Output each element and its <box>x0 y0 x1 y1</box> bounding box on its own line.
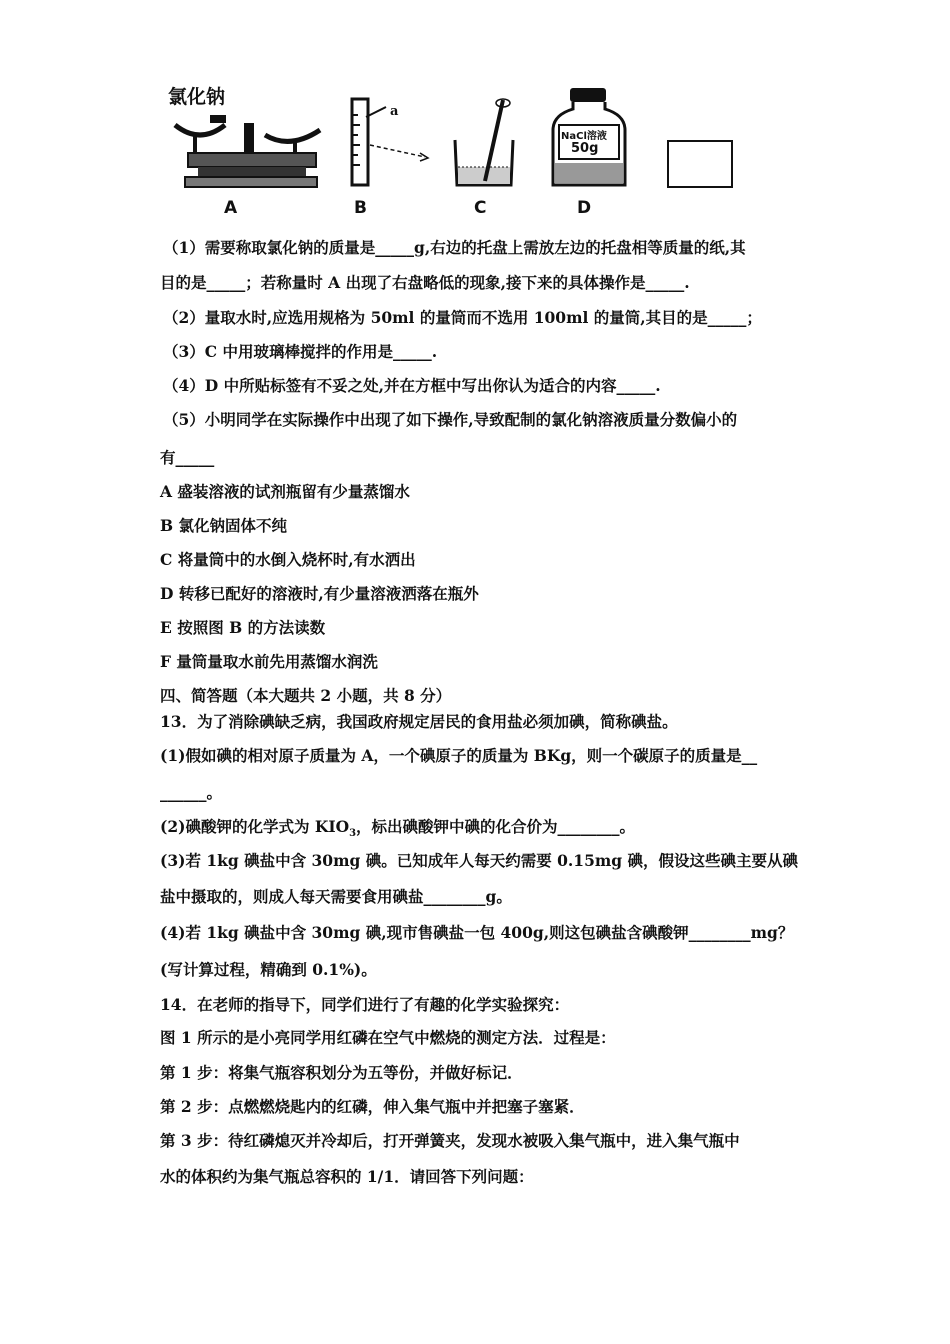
label-d: D <box>577 198 592 218</box>
beaker-illustration <box>445 95 525 190</box>
q5-line1: （5）小明同学在实际操作中出现了如下操作,导致配制的氯化钠溶液质量分数偏小的 <box>163 410 738 429</box>
answer-box <box>667 140 733 188</box>
cylinder-mark-a: a <box>390 104 399 119</box>
figure-title: 氯化钠 <box>168 86 226 108</box>
q14-step1: 第 1 步：将集气瓶容积划分为五等份，并做好标记． <box>160 1063 523 1082</box>
q4-line: （4）D 中所贴标签有不妥之处,并在方框中写出你认为适合的内容_____. <box>163 376 661 395</box>
q13-part2-b: ，标出碘酸钾中碘的化合价为________。 <box>356 817 636 836</box>
q1-line2: 目的是_____；若称量时 A 出现了右盘略低的现象,接下来的具体操作是_____. <box>160 273 690 292</box>
q13-part1-line1: (1)假如碘的相对原子质量为 A，一个碘原子的质量为 BKg，则一个碳原子的质量是__ <box>160 746 758 765</box>
option-c: C 将量筒中的水倒入烧杯时,有水洒出 <box>160 550 416 569</box>
label-c: C <box>474 198 487 218</box>
q3-line: （3）C 中用玻璃棒搅拌的作用是_____. <box>163 342 438 361</box>
q14-fig1: 图 1 所示的是小亮同学用红磷在空气中燃烧的测定方法．过程是： <box>160 1028 616 1047</box>
option-a: A 盛装溶液的试剂瓶留有少量蒸馏水 <box>160 482 410 501</box>
q2-line: （2）量取水时,应选用规格为 50ml 的量筒而不选用 100ml 的量筒,其目的是_____； <box>163 308 762 327</box>
q14-step2: 第 2 步：点燃燃烧匙内的红磷，伸入集气瓶中并把塞子塞紧． <box>160 1097 585 1116</box>
q13-part3-line2: 盐中摄取的，则成人每天需要食用碘盐________g。 <box>160 887 512 906</box>
q13-intro: 13．为了消除碘缺乏病，我国政府规定居民的食用盐必须加碘，简称碘盐。 <box>160 712 678 731</box>
q14-step3-line2: 水的体积约为集气瓶总容积的 1/1．请回答下列问题： <box>160 1167 534 1186</box>
option-d: D 转移已配好的溶液时,有少量溶液洒落在瓶外 <box>160 584 479 603</box>
label-a: A <box>224 198 238 218</box>
option-b: B 氯化钠固体不纯 <box>160 516 287 535</box>
option-f: F 量筒量取水前先用蒸馏水润洗 <box>160 652 378 671</box>
q14-intro: 14．在老师的指导下，同学们进行了有趣的化学实验探究： <box>160 995 570 1014</box>
q1-line1: （1）需要称取氯化钠的质量是_____g,右边的托盘上需放左边的托盘相等质量的纸,其 <box>163 238 746 257</box>
q13-part3-line1: (3)若 1kg 碘盐中含 30mg 碘。已知成年人每天约需要 0.15mg 碘，假设这些碘主要从碘 <box>160 851 798 870</box>
q13-part2-a: (2)碘酸钾的化学式为 KIO <box>160 817 350 836</box>
q13-part2 <box>160 817 635 844</box>
section-heading: 四、简答题（本大题共 2 小题，共 8 分） <box>160 686 452 705</box>
q14-step3-line1: 第 3 步：待红磷熄灭并冷却后，打开弹簧夹，发现水被吸入集气瓶中，进入集气瓶中 <box>160 1131 740 1150</box>
label-b: B <box>354 198 367 218</box>
q13-part4-line1: (4)若 1kg 碘盐中含 30mg 碘,现市售碘盐一包 400g,则这包碘盐含碘酸钾________mg？ <box>160 923 794 942</box>
bottle-label-line2: 50g <box>571 141 599 156</box>
apparatus-figure <box>160 80 760 230</box>
q13-part4-line2: (写计算过程，精确到 0.1%)。 <box>160 960 377 979</box>
q5-line2: 有_____ <box>160 448 215 467</box>
option-e: E 按照图 B 的方法读数 <box>160 618 326 637</box>
subscript-3: 3 <box>349 828 357 840</box>
bottle-label-line1: NaCl溶液 <box>561 131 607 142</box>
q13-part1-line2: ______。 <box>160 783 223 802</box>
balance-illustration <box>170 105 330 195</box>
